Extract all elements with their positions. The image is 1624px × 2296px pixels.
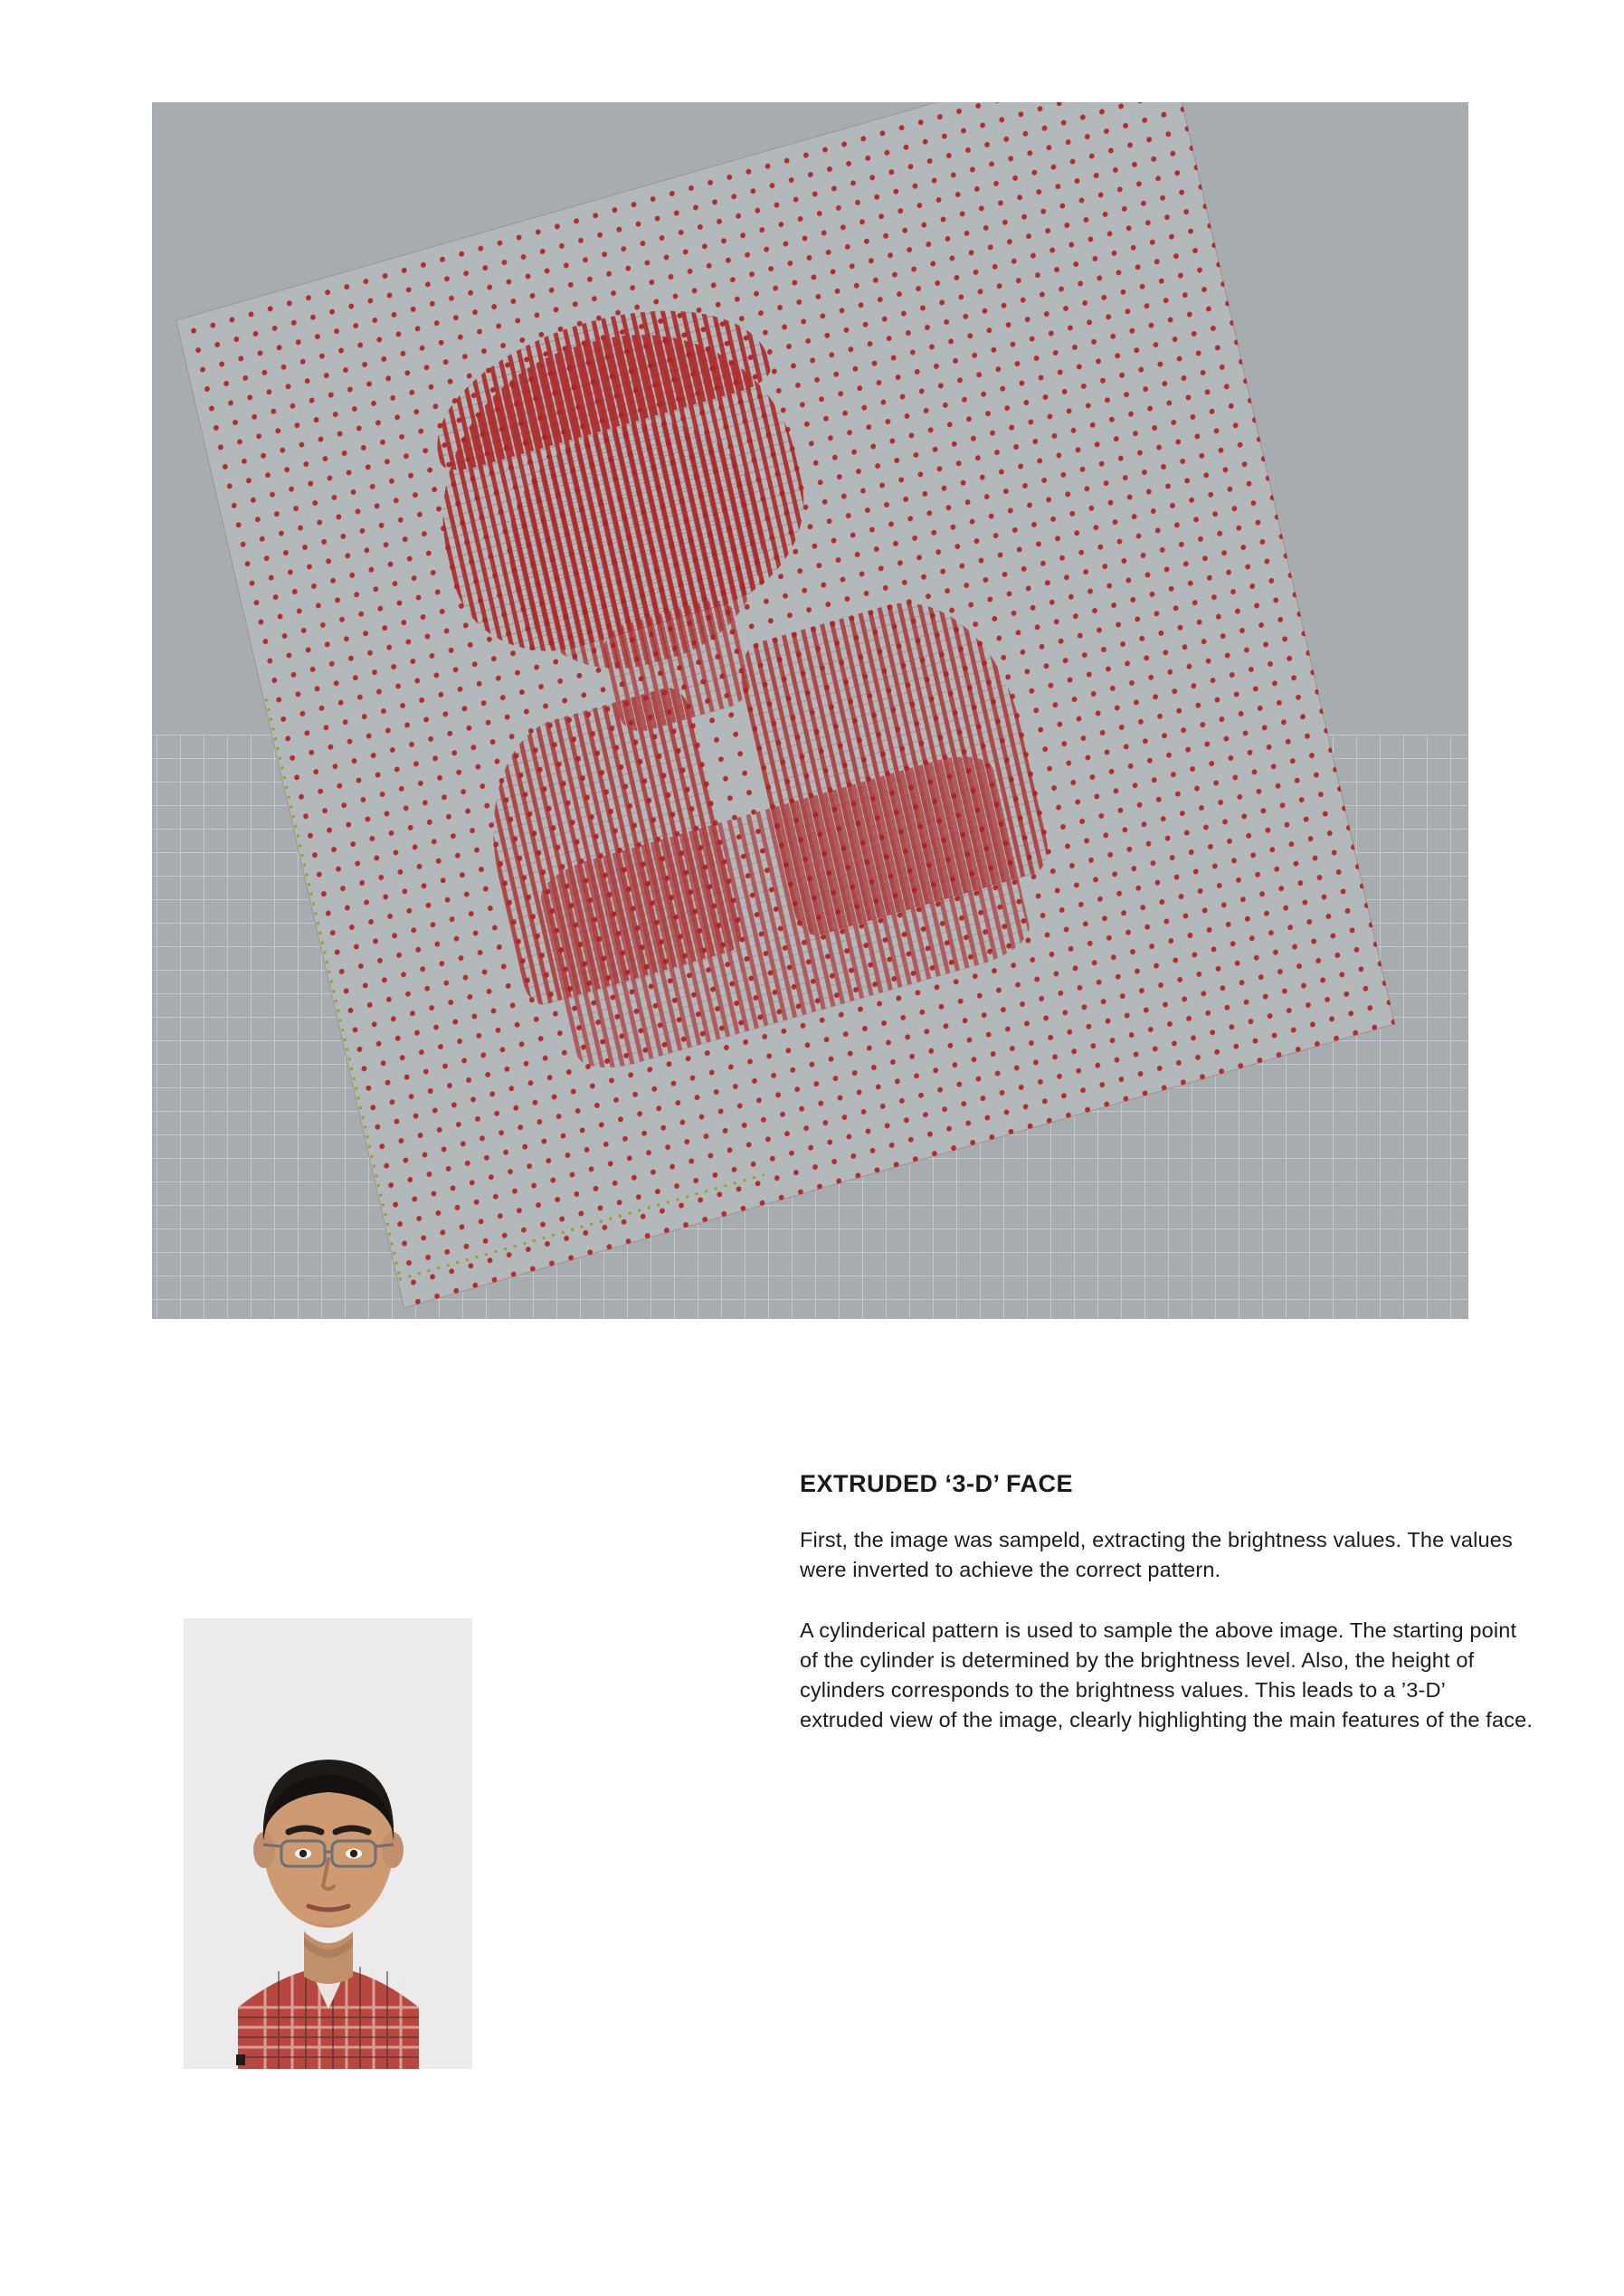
sampled-plate-wrapper [152, 102, 1468, 1319]
extruded-face-render-panel [152, 102, 1468, 1319]
portrait-illustration [184, 1618, 472, 2069]
page-title: EXTRUDED ‘3-D’ FACE [800, 1470, 1074, 1497]
caption-text-column [800, 1470, 1533, 1735]
sampled-plate [176, 102, 1395, 1309]
extruded-cylinder-columns [176, 102, 1395, 1309]
reference-portrait-photo [184, 1618, 472, 2069]
paragraph-sampling: First, the image was sampeld, extracting the brightness values. The values were inverted to achieve the correct pattern. [800, 1528, 1513, 1581]
paragraph-cylinder-pattern: A cylinderical pattern is used to sample the above image. The starting point of the cylinder is determined by the brightness level. Also, the height of cylinders corresponds to the brightness values. This leads to a ’3-D’ extruded view of the image, clearly highlighting the main features of the face. [800, 1618, 1534, 1731]
